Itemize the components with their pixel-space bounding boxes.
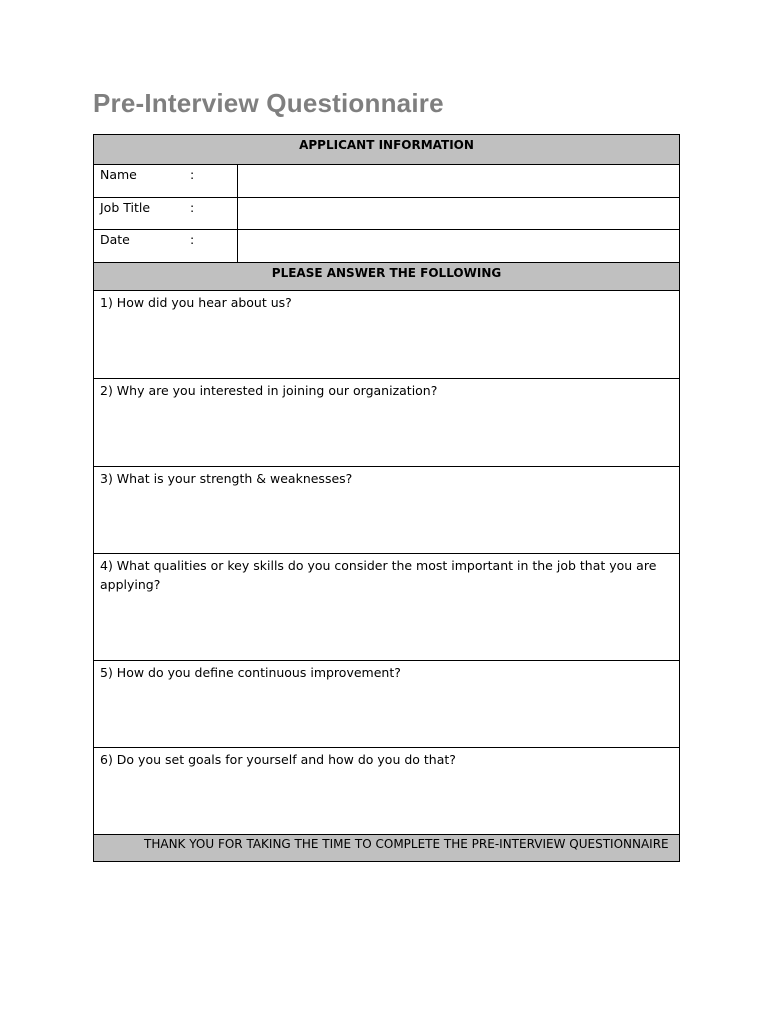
job-title-separator: :	[190, 200, 195, 215]
date-row	[94, 230, 680, 263]
job-title-label: Job Title	[100, 200, 151, 215]
questions-heading: PLEASE ANSWER THE FOLLOWING	[94, 263, 680, 291]
date-label: Date	[100, 232, 130, 247]
name-label-cell	[94, 165, 238, 198]
question-text: 3) What is your strength & weaknesses?	[100, 471, 353, 486]
question-6[interactable]	[94, 748, 680, 835]
question-row[interactable]	[94, 661, 680, 748]
thank-you-footer: THANK YOU FOR TAKING THE TIME TO COMPLETE THE PRE-INTERVIEW QUESTIONNAIRE	[94, 835, 680, 862]
question-row[interactable]	[94, 467, 680, 554]
date-field[interactable]	[238, 230, 680, 263]
question-text: 6) Do you set goals for yourself and how do you do that?	[100, 752, 456, 767]
name-field[interactable]	[238, 165, 680, 198]
question-text: 1) How did you hear about us?	[100, 295, 292, 310]
question-row[interactable]	[94, 554, 680, 661]
question-3[interactable]	[94, 467, 680, 554]
question-1[interactable]	[94, 291, 680, 379]
question-text: 2) Why are you interested in joining our organization?	[100, 383, 438, 398]
question-4[interactable]	[94, 554, 680, 661]
page-title: Pre-Interview Questionnaire	[93, 88, 444, 118]
job-title-field[interactable]	[238, 198, 680, 230]
date-label-cell	[94, 230, 238, 263]
name-label: Name	[100, 167, 137, 182]
applicant-information-heading: APPLICANT INFORMATION	[94, 135, 680, 165]
question-text: 5) How do you define continuous improvement?	[100, 665, 401, 680]
name-row	[94, 165, 680, 198]
job-title-row	[94, 198, 680, 230]
question-text: 4) What qualities or key skills do you consider the most important in the job that you are applying?	[100, 558, 657, 592]
date-separator: :	[190, 232, 195, 247]
question-2[interactable]	[94, 379, 680, 467]
question-row[interactable]	[94, 748, 680, 835]
question-row[interactable]	[94, 291, 680, 379]
question-5[interactable]	[94, 661, 680, 748]
name-separator: :	[190, 167, 195, 182]
job-title-label-cell	[94, 198, 238, 230]
questionnaire-form	[93, 134, 680, 862]
question-row[interactable]	[94, 379, 680, 467]
